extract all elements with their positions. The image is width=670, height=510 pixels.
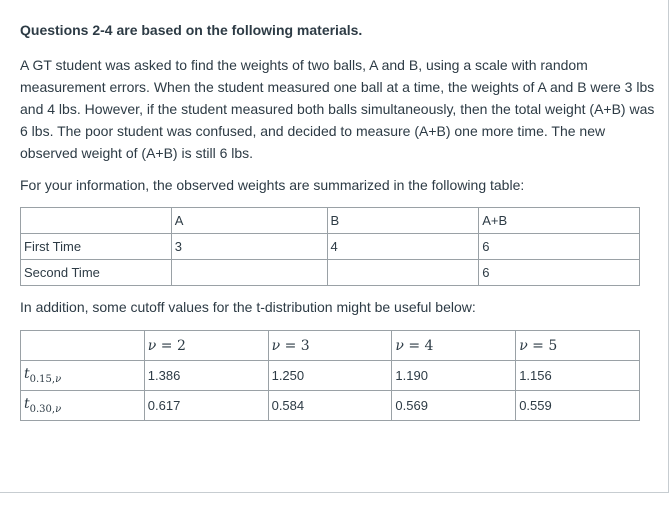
table-row: [21, 361, 640, 391]
header-cell-a: A: [171, 208, 327, 234]
table-intro-text: For your information, the observed weights are summarized in the following table:: [20, 177, 525, 193]
t-value-cell: 1.190: [392, 361, 516, 391]
header-cell-empty: [21, 331, 145, 361]
observed-weights-table: [20, 207, 640, 286]
header-cell-b: B: [327, 208, 479, 234]
header-cell-nu: ν = 2: [144, 331, 268, 361]
t-value-cell: 0.617: [144, 391, 268, 421]
t-distribution-table: [20, 330, 640, 421]
t-value-cell: 0.584: [268, 391, 392, 421]
table-header-row: [21, 331, 640, 361]
problem-description: A GT student was asked to find the weights of two balls, A and B, using a scale with random measurement errors. When the student measured one ball at a time, the weights of A and B were 3 lbs and 4 lbs. However, if the student measured both balls simultaneously, then the total weight (A+B) was 6 lbs. The poor student was confused, and decided to measure (A+B) one more time. The new observed weight of (A+B) is still 6 lbs.: [20, 57, 655, 161]
header-cell-empty: [21, 208, 172, 234]
header-cell-nu: ν = 5: [516, 331, 640, 361]
cell-b: 4: [327, 234, 479, 260]
table-row: [21, 260, 640, 286]
t-value-cell: 1.156: [516, 361, 640, 391]
table-row: [21, 391, 640, 421]
cell-a-plus-b: 6: [479, 234, 640, 260]
cell-a: 3: [171, 234, 327, 260]
cell-b: [327, 260, 479, 286]
t-distribution-intro-text: In addition, some cutoff values for the t-distribution might be useful below:: [20, 299, 476, 315]
section-heading: Questions 2-4 are based on the following materials.: [20, 22, 363, 38]
header-cell-a-plus-b: A+B: [479, 208, 640, 234]
header-cell-nu: ν = 3: [268, 331, 392, 361]
row-label: Second Time: [21, 260, 172, 286]
table-row: [21, 234, 640, 260]
t-value-cell: 0.559: [516, 391, 640, 421]
t-value-cell: 1.386: [144, 361, 268, 391]
table-header-row: [21, 208, 640, 234]
cell-a-plus-b: 6: [479, 260, 640, 286]
t-value-cell: 1.250: [268, 361, 392, 391]
row-label: $t_{0.30,\nu}$: [21, 391, 145, 421]
header-cell-nu: ν = 4: [392, 331, 516, 361]
row-label: $t_{0.15,\nu}$: [21, 361, 145, 391]
t-value-cell: 0.569: [392, 391, 516, 421]
cell-a: [171, 260, 327, 286]
row-label: First Time: [21, 234, 172, 260]
